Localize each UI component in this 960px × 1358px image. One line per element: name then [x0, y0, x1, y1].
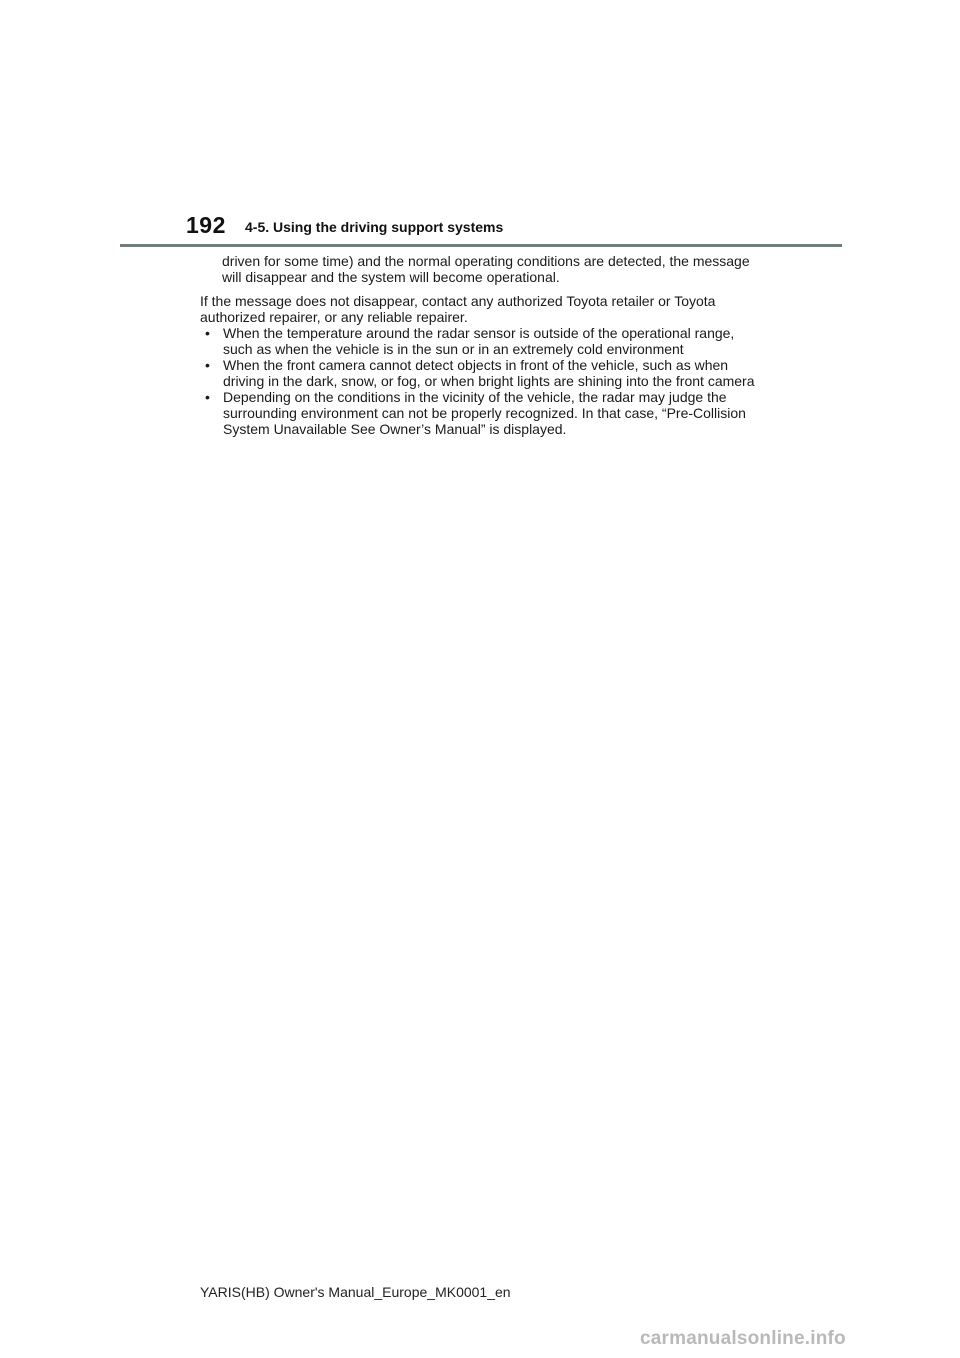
bullet-mark: • [205, 325, 210, 341]
condition-list [200, 325, 760, 437]
list-item-text: When the temperature around the radar sensor is outside of the operational range, such as when the vehicle is in the sun or in an extremely cold environment [223, 325, 735, 357]
bullet-mark: • [205, 389, 210, 405]
page-content [200, 253, 760, 437]
watermark[interactable]: carmanualsonline.info [640, 1328, 846, 1349]
footer-manual-id: YARIS(HB) Owner's Manual_Europe_MK0001_en [200, 1284, 511, 1300]
list-item [200, 357, 760, 389]
continuation-paragraph: driven for some time) and the normal operating conditions are detected, the message will disappear and the system will become operational. [222, 253, 750, 285]
list-item [200, 389, 760, 437]
list-item-text: When the front camera cannot detect objects in front of the vehicle, such as when driving in the dark, snow, or fog, or when bright lights are shining into the front camera [223, 357, 755, 389]
list-item-text: Depending on the conditions in the vicinity of the vehicle, the radar may judge the surrounding environment can not be properly recognized. In that case, “Pre-Collision System Unavailable See Owner’s Manual” is displayed. [223, 389, 746, 437]
header-divider [120, 244, 842, 247]
page-number: 192 [186, 212, 226, 238]
section-title: 4-5. Using the driving support systems [245, 219, 504, 235]
bullet-mark: • [205, 357, 210, 373]
main-paragraph: If the message does not disappear, contact any authorized Toyota retailer or Toyota authorized repairer, or any reliable repairer. [200, 293, 716, 325]
list-item [200, 325, 760, 357]
